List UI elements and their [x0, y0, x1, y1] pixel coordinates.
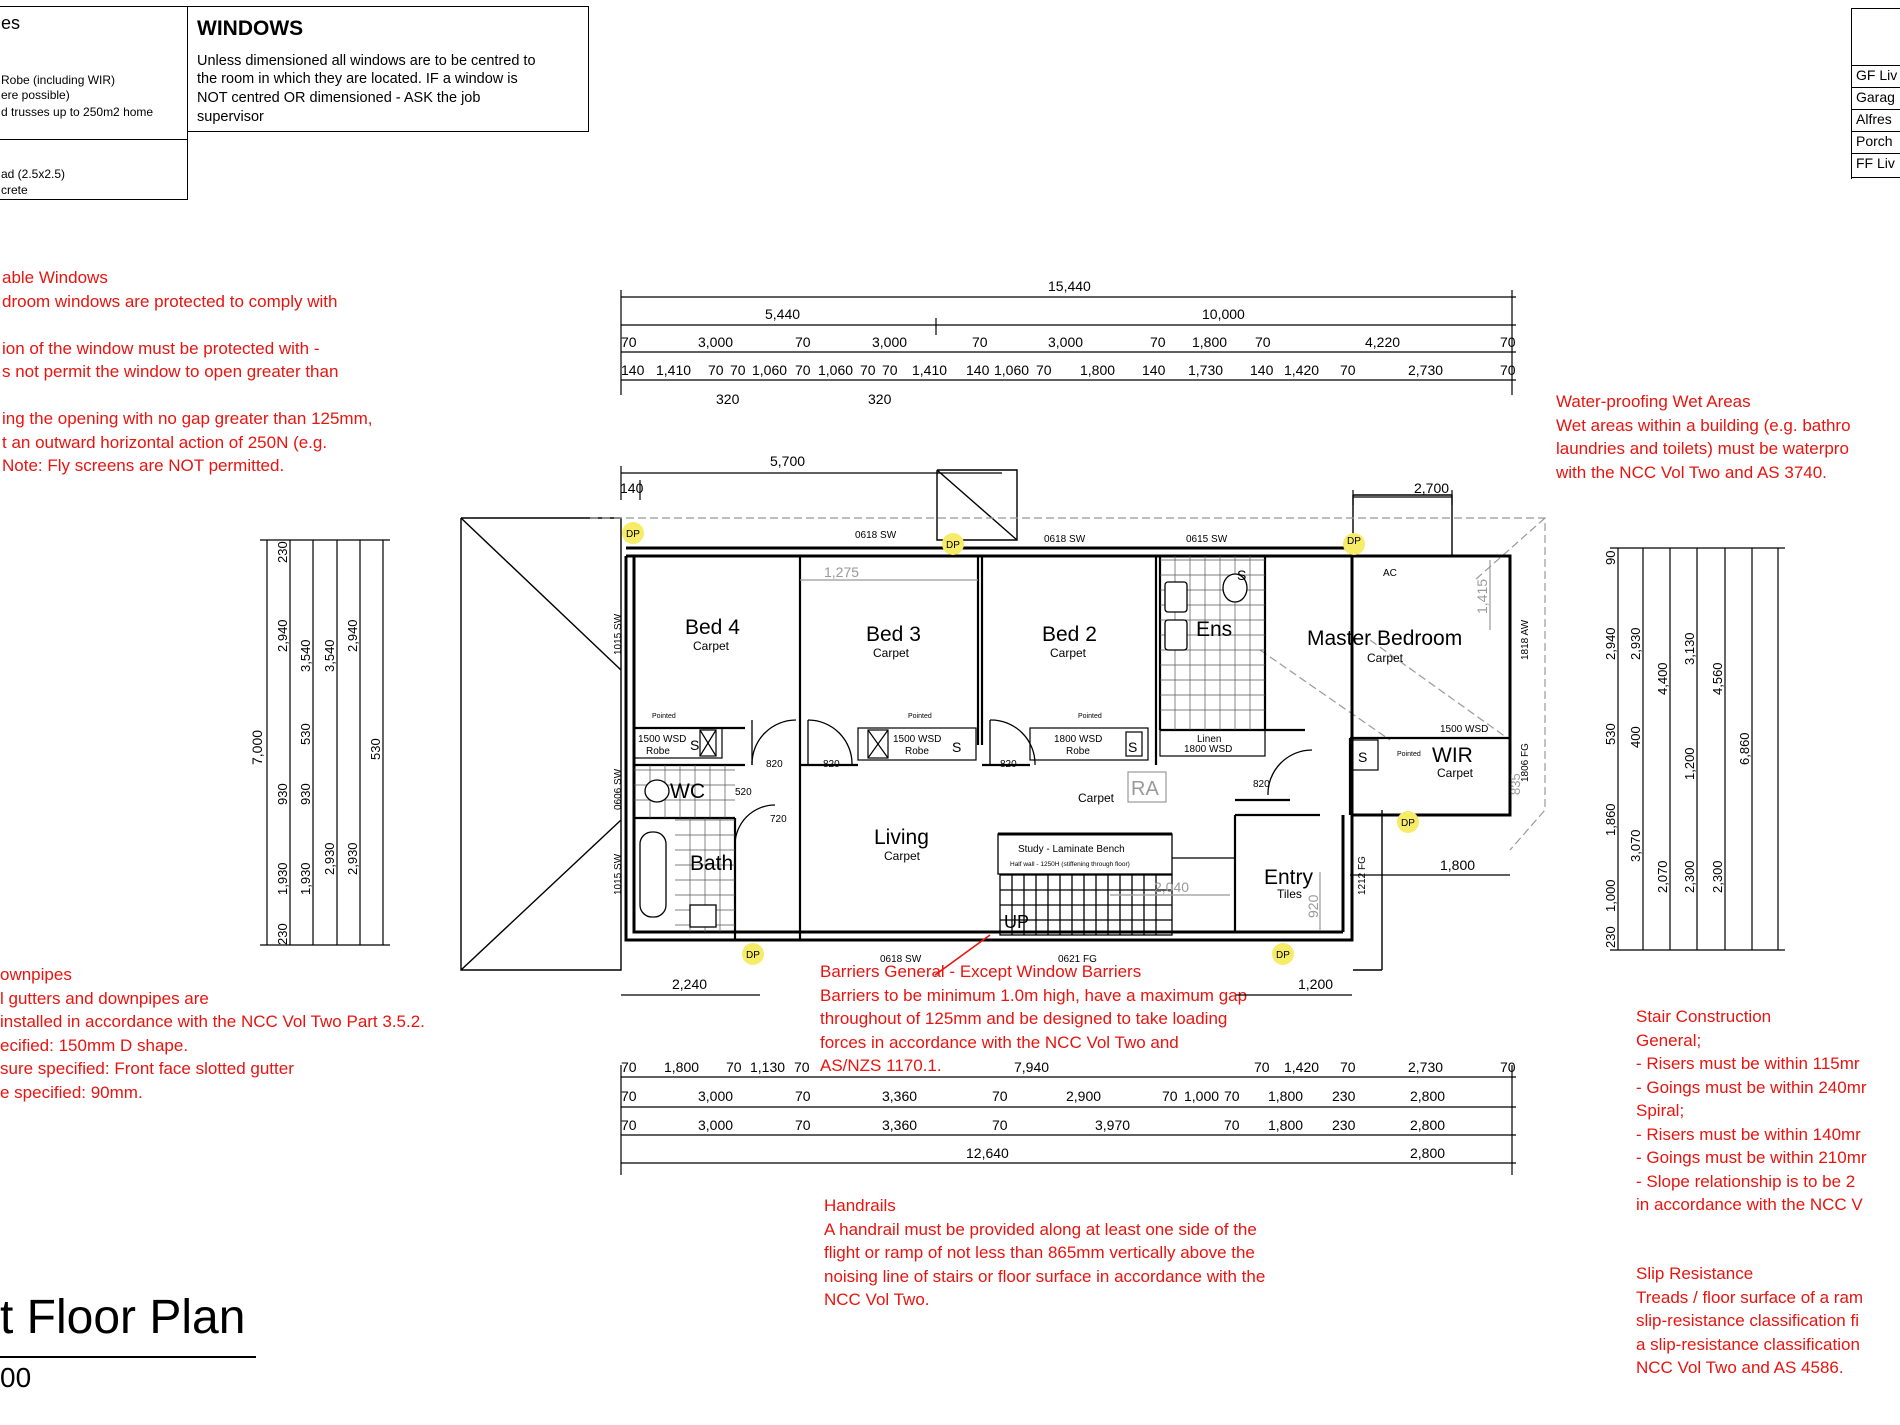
- window-tag: 0618 SW: [1044, 534, 1086, 545]
- room-living: Living: [874, 826, 929, 849]
- dim-top: 10,000: [1202, 306, 1245, 322]
- dim-top: 1,800: [1080, 362, 1116, 378]
- dim-top: 2,730: [1408, 362, 1444, 378]
- dim-right: 3,130: [1682, 632, 1697, 665]
- room-bed3: Bed 3: [866, 623, 921, 646]
- dim-bottom: 70: [795, 1117, 811, 1133]
- notes-box-line: ad (2.5x2.5): [1, 167, 66, 181]
- dim-eave: 5,700: [770, 453, 806, 469]
- dim-bottom: 70: [1500, 1059, 1516, 1075]
- dim-left: 2,930: [322, 842, 337, 875]
- area-table-row: GF Liv: [1856, 67, 1898, 83]
- dim-bottom: 1,200: [1298, 976, 1334, 992]
- room-wc: WC: [670, 780, 705, 803]
- window-tag: 1818 AW: [1520, 619, 1531, 660]
- dim-right: 1,860: [1603, 803, 1618, 836]
- internal-dim: 2,040: [1154, 879, 1190, 895]
- room-bed2-finish: Carpet: [1050, 646, 1087, 660]
- dim-bottom: 3,000: [698, 1088, 734, 1104]
- dim-right: 4,560: [1710, 662, 1725, 695]
- room-ens: Ens: [1196, 618, 1233, 641]
- dim-left: 2,930: [345, 842, 360, 875]
- dim-top: 70: [1500, 362, 1516, 378]
- fixture-label: Pointed: [1078, 713, 1102, 720]
- dim-bottom: 2,730: [1408, 1059, 1444, 1075]
- note-handrails: Handrails A handrail must be provided along at least one side of the flight or ramp of not less than 865mm vertically above the noising line of stairs or floor surface in accordance with the NCC Vol Two.: [824, 1196, 1266, 1309]
- window-tag: AC: [1383, 568, 1397, 579]
- dim-bottom: 2,240: [672, 976, 708, 992]
- fixture-label: Robe: [1066, 746, 1090, 757]
- dim-bottom: 70: [621, 1088, 637, 1104]
- dim-bottom: 230: [1332, 1088, 1356, 1104]
- window-tag: 1806 FG: [1520, 743, 1531, 782]
- dim-bottom: 70: [621, 1117, 637, 1133]
- dim-right: 230: [1603, 926, 1618, 948]
- dim-top: 70: [1036, 362, 1052, 378]
- room-bath: Bath: [690, 852, 734, 875]
- dim-bottom: 1,420: [1284, 1059, 1320, 1075]
- dim-bottom: 7,940: [1014, 1059, 1050, 1075]
- dim-right: 6,860: [1737, 732, 1752, 765]
- notes-box-title: es: [1, 13, 21, 33]
- dim-bottom: 70: [992, 1088, 1008, 1104]
- room-wir: WIR: [1432, 744, 1473, 767]
- note-stair: Stair Construction General; - Risers must be within 115mr - Goings must be within 240mr Spiral; - Risers must be within 140mr - Goings must be within 210mr - Slope relationship is to be 2 in accordance with the NCC V: [1636, 1007, 1867, 1214]
- door-width: 720: [770, 814, 787, 825]
- room-bed2: Bed 2: [1042, 623, 1097, 646]
- plan-title: t Floor Plan: [0, 1291, 246, 1344]
- dim-left: 530: [298, 723, 313, 745]
- fixture-label: Linen: [1197, 734, 1222, 745]
- dim-bottom: 3,360: [882, 1117, 918, 1133]
- note-windows: able Windows droom windows are protected to comply with ion of the window must be protected with - s not permit the window to open greater than ing the opening with no gap greater than 125mm, t an outward horizontal action of 250N (e.g. Note: Fly screens are NOT permitted.: [2, 268, 373, 475]
- notes-box-line: crete: [1, 183, 28, 197]
- dim-bottom: 70: [726, 1059, 742, 1075]
- area-table-row: FF Liv: [1856, 155, 1895, 171]
- notes-box-line: Robe (including WIR): [1, 73, 116, 87]
- notes-box-line: d trusses up to 250m2 home: [1, 105, 154, 119]
- fixture-label: Robe: [905, 746, 929, 757]
- dim-bottom: 70: [1340, 1059, 1356, 1075]
- fixture-label: 1500 WSD: [1440, 724, 1489, 735]
- dim-top: 70: [708, 362, 724, 378]
- dim-left-overall: 7,000: [249, 729, 265, 765]
- dim-eave: 140: [620, 480, 644, 496]
- dim-right: 2,300: [1710, 860, 1725, 893]
- fixture-label: Pointed: [652, 713, 676, 720]
- window-tag: 0606 SW: [613, 768, 624, 810]
- dim-top: 1,410: [656, 362, 692, 378]
- note-slip: Slip Resistance Treads / floor surface of a ram slip-resistance classification fi a slip-resistance classification NCC Vol Two and AS 4586.: [1636, 1264, 1864, 1377]
- area-table-row: Porch: [1856, 133, 1893, 149]
- doors: [735, 720, 1312, 845]
- dim-left: 530: [368, 738, 383, 760]
- room-bed4: Bed 4: [685, 616, 740, 639]
- note-downpipes: ownpipes l gutters and downpipes are installed in accordance with the NCC Vol Two Part 3.5.2. ecified: 150mm D shape. sure specified: Front face slotted gutter e specified: 90mm.: [0, 965, 425, 1102]
- dim-top: 70: [860, 362, 876, 378]
- dim-left: 1,930: [275, 862, 290, 895]
- dim-right: 2,300: [1682, 860, 1697, 893]
- dim-top: 70: [795, 362, 811, 378]
- dim-left: 930: [275, 783, 290, 805]
- dim-bottom: 2,800: [1410, 1117, 1446, 1133]
- window-tag: 1015 SW: [613, 853, 624, 895]
- dim-bottom: 1,800: [1268, 1117, 1304, 1133]
- room-entry: Entry: [1264, 866, 1314, 889]
- windows-box-line: the room in which they are located. IF a window is: [197, 71, 518, 87]
- dim-top: 70: [730, 362, 746, 378]
- dim-bottom: 230: [1332, 1117, 1356, 1133]
- dim-bottom: 1,000: [1184, 1088, 1220, 1104]
- ra-label: RA: [1131, 778, 1159, 800]
- dim-bottom: 3,360: [882, 1088, 918, 1104]
- dim-left: 2,940: [275, 619, 290, 652]
- fixture-label: Pointed: [908, 713, 932, 720]
- door-width: 520: [735, 787, 752, 798]
- dim-bottom: 70: [794, 1059, 810, 1075]
- internal-dim: 1,275: [824, 564, 860, 580]
- dim-top: 140: [621, 362, 645, 378]
- dp-label: DP: [1401, 818, 1415, 829]
- window-tag: 0615 SW: [1186, 534, 1228, 545]
- area-table-row: Alfres: [1856, 111, 1892, 127]
- windows-box-line: NOT centred OR dimensioned - ASK the job: [197, 90, 481, 106]
- dim-bottom: 2,800: [1410, 1088, 1446, 1104]
- dim-left: 3,540: [298, 639, 313, 672]
- dp-label: DP: [626, 529, 640, 540]
- dim-top: 1,060: [994, 362, 1030, 378]
- dim-top: 70: [1150, 334, 1166, 350]
- dim-bottom: 70: [1224, 1088, 1240, 1104]
- dim-bottom: 1,800: [664, 1059, 700, 1075]
- window-tag: 0618 SW: [880, 954, 922, 965]
- dim-top: 70: [621, 334, 637, 350]
- dim-overall-top: 15,440: [1048, 278, 1091, 294]
- room-wir-finish: Carpet: [1437, 766, 1474, 780]
- dim-top: 140: [1250, 362, 1274, 378]
- dim-bottom: 70: [621, 1059, 637, 1075]
- dim-bottom: 1,130: [750, 1059, 786, 1075]
- fixture-label: 1800 WSD: [1184, 744, 1233, 755]
- dim-bottom: 70: [1224, 1117, 1240, 1133]
- dim-top: 3,000: [698, 334, 734, 350]
- dim-top: 1,410: [912, 362, 948, 378]
- dim-bottom: 1,800: [1440, 857, 1476, 873]
- dim-top: 1,730: [1188, 362, 1224, 378]
- room-living-finish: Carpet: [884, 849, 921, 863]
- dim-left: 1,930: [298, 862, 313, 895]
- dim-top: 70: [1340, 362, 1356, 378]
- room-bed4-finish: Carpet: [693, 639, 730, 653]
- dim-top: 70: [1255, 334, 1271, 350]
- door-width: 820: [766, 759, 783, 770]
- dim-lines-sides: [260, 540, 1785, 950]
- dim-bottom: 3,970: [1095, 1117, 1131, 1133]
- dim-top: 3,000: [872, 334, 908, 350]
- dim-right: 400: [1628, 726, 1643, 748]
- shelf-s: S: [1358, 749, 1368, 765]
- dp-label: DP: [746, 950, 760, 961]
- dim-top: 1,800: [1192, 334, 1228, 350]
- dp-label: DP: [946, 540, 960, 551]
- up-label: UP: [1004, 912, 1030, 932]
- notes-box-line: ere possible): [1, 88, 70, 102]
- dim-right: 90: [1603, 550, 1618, 565]
- dim-left: 930: [298, 783, 313, 805]
- dim-right: 3,070: [1628, 829, 1643, 862]
- fixture-label: 1800 WSD: [1054, 734, 1103, 745]
- dim-top: 70: [795, 334, 811, 350]
- dim-left: 2,940: [345, 619, 360, 652]
- room-master: Master Bedroom: [1307, 627, 1463, 650]
- study-note: Half wall - 1250H (stiffening through floor): [1010, 861, 1130, 868]
- dim-right: 1,200: [1682, 747, 1697, 780]
- dp-label: DP: [1276, 950, 1290, 961]
- note-waterproofing: Water-proofing Wet Areas Wet areas within a building (e.g. bathro laundries and toilets) must be waterpro with the NCC Vol Two and AS 3740.: [1556, 392, 1851, 482]
- room-master-finish: Carpet: [1367, 651, 1404, 665]
- dim-right: 530: [1603, 723, 1618, 745]
- dim-right: 2,070: [1655, 860, 1670, 893]
- dim-bottom: 12,640: [966, 1145, 1009, 1161]
- window-tag: 1015 SW: [613, 613, 624, 655]
- fixture-label: Robe: [646, 746, 670, 757]
- door-width: 820: [1000, 759, 1017, 770]
- dim-lines-top: [621, 290, 1516, 505]
- window-tag: 1212 FG: [1357, 856, 1368, 895]
- dim-bottom: 2,800: [1410, 1145, 1446, 1161]
- dim-bottom: 1,800: [1268, 1088, 1304, 1104]
- internal-dim: 920: [1305, 894, 1321, 918]
- fixture-label: 1500 WSD: [893, 734, 942, 745]
- room-bed3-finish: Carpet: [873, 646, 910, 660]
- door-width: 820: [823, 759, 840, 770]
- dim-bottom: 70: [992, 1117, 1008, 1133]
- dim-left: 230: [275, 923, 290, 945]
- fixture-label: 1500 WSD: [638, 734, 687, 745]
- dim-right: 2,940: [1603, 627, 1618, 660]
- dim-right: 4,400: [1655, 662, 1670, 695]
- area-table-row: Garag: [1856, 89, 1895, 105]
- internal-dim: 1,415: [1474, 578, 1490, 614]
- shelf-s: S: [1128, 739, 1138, 755]
- dim-right: 2,930: [1628, 627, 1643, 660]
- dim-bottom: 2,900: [1066, 1088, 1102, 1104]
- dim-top: 1,060: [818, 362, 854, 378]
- dim-left: 3,540: [322, 639, 337, 672]
- dp-label: DP: [1347, 536, 1361, 547]
- dim-bottom: 70: [795, 1088, 811, 1104]
- fixture-label: Pointed: [1397, 751, 1421, 758]
- room-entry-finish: Tiles: [1277, 887, 1302, 901]
- dim-top: 70: [972, 334, 988, 350]
- dim-top: 70: [882, 362, 898, 378]
- dim-eave: 2,700: [1414, 480, 1450, 496]
- dim-left: 230: [275, 541, 290, 563]
- windows-box-line: Unless dimensioned all windows are to be centred to: [197, 53, 536, 69]
- plan-scale: 00: [0, 1362, 32, 1393]
- dim-top: 5,440: [765, 306, 801, 322]
- dim-top: 3,000: [1048, 334, 1084, 350]
- door-width: 835: [1508, 773, 1523, 795]
- dim-top: 320: [868, 391, 892, 407]
- dim-bottom: 70: [1162, 1088, 1178, 1104]
- note-barriers: Barriers General - Except Window Barriers Barriers to be minimum 1.0m high, have a maximum gap throughout of 125mm and be designed to take loading forces in accordance with the NCC Vol Two and AS/NZS 1170.1.: [820, 962, 1248, 1075]
- dim-bottom: 70: [1254, 1059, 1270, 1075]
- window-tag: 0618 SW: [855, 530, 897, 541]
- dim-top: 4,220: [1365, 334, 1401, 350]
- shelf-s: S: [1237, 567, 1247, 583]
- study-label: Study - Laminate Bench: [1018, 844, 1125, 855]
- dim-top: 1,420: [1284, 362, 1320, 378]
- door-width: 820: [1253, 779, 1270, 790]
- dim-bottom: 3,000: [698, 1117, 734, 1133]
- dim-top: 140: [966, 362, 990, 378]
- dim-top: 70: [1500, 334, 1516, 350]
- window-tag: 0621 FG: [1058, 954, 1097, 965]
- windows-box-line: supervisor: [197, 109, 264, 125]
- dim-top: 140: [1142, 362, 1166, 378]
- dim-right: 1,000: [1603, 879, 1618, 912]
- dim-top: 320: [716, 391, 740, 407]
- shelf-s: S: [690, 737, 700, 753]
- windows-box-title: WINDOWS: [197, 17, 304, 40]
- dim-top: 1,060: [752, 362, 788, 378]
- hall-finish: Carpet: [1078, 791, 1115, 805]
- shelf-s: S: [952, 739, 962, 755]
